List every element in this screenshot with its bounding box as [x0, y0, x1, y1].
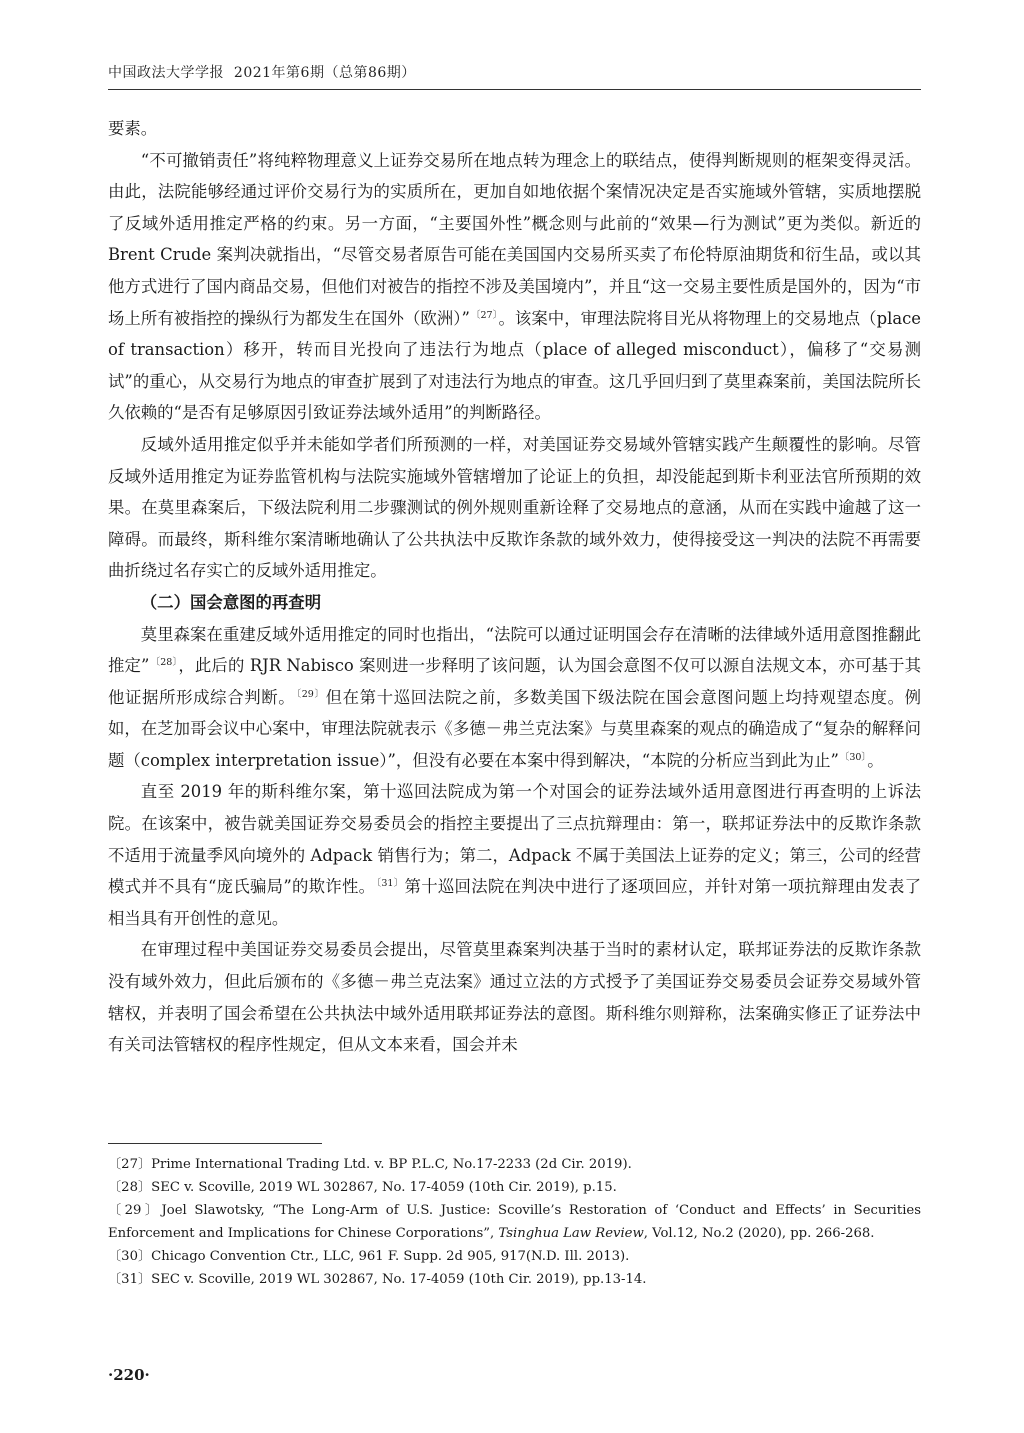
paragraph-text: “不可撤销责任”将纯粹物理意义上证券交易所在地点转为理念上的联结点，使得判断规则的框架变得灵活。由此，法院能够经通过评价交易行为的实质所在，更加自如地依据个案情况决定是否实施域外管辖，实质地摆脱了反域外适用推定严格的约束。另一方面，“主要国外性”概念则与此前的“效果—行为测试”更为类似。新近的 Brent Crude 案判决就指出，“尽管交易者原告可能在美国国内交易所买卖了布伦特原油期货和衍生品，或以其他方式进行了国内商品交易，但他们对被告的指控不涉及美国境内”，并且“这一交易主要性质是国外的，因为“市场上所有被指控的操纵行为都发生在国外（欧洲）” [108, 150, 921, 328]
footnote-ref-29[interactable]: 〔29〕 [296, 688, 325, 700]
header-rule [108, 89, 921, 90]
journal-name: 中国政法大学学报 [108, 65, 224, 81]
footnote-31: 〔31〕SEC v. Scoville, 2019 WL 302867, No. 17-4059 (10th Cir. 2019), pp.13-14. [108, 1272, 647, 1287]
footnote-rule [108, 1143, 322, 1144]
page-number: ·220· [108, 1366, 150, 1384]
paragraph [108, 619, 921, 777]
paragraph-text: 。该案中，审理法院将目光从将物理上的交易地点（place of transaction）移开，转而目光投向了违法行为地点（place of alleged misconduct），偏移了“交易测试”的重心，从交易行为地点的审查扩展到了对违法行为地点的审查。这几乎回归到了莫里森案前，美国法院所长久依赖的“是否有足够原因引致证券法域外适用”的判断路径。 [108, 308, 921, 423]
paragraph-text: 莫里森案在重建反域外适用推定的同时也指出，“法院可以通过证明国会存在清晰的法律域外适用意图推翻此推定” [108, 624, 921, 676]
journal-title: Tsinghua Law Review [498, 1226, 644, 1241]
paragraph-text: 。 [867, 750, 884, 770]
paragraph [108, 776, 921, 934]
footnote-28: 〔28〕SEC v. Scoville, 2019 WL 302867, No. 17-4059 (10th Cir. 2019), p.15. [108, 1180, 617, 1195]
paragraph-text: 第十巡回法院在判决中进行了逐项回应，并针对第一项抗辩理由发表了相当具有开创性的意见。 [108, 877, 922, 928]
footnote-text: 〔29〕Joel Slawotsky, “The Long-Arm of U.S. Justice: Scoville’s Restoration of ‘Conduct and Effects’ in Securities Enforcement and Implications for Chinese Corporations”, [108, 1203, 921, 1241]
paragraph [108, 145, 921, 429]
body-text [108, 113, 921, 1061]
running-header [108, 62, 416, 82]
footnote-ref-27[interactable]: 〔27〕 [470, 309, 498, 321]
footnote-ref-28[interactable]: 〔28〕 [150, 657, 178, 669]
footnote-ref-30[interactable]: 〔30〕 [839, 751, 867, 763]
footnote-30: 〔30〕Chicago Convention Ctr., LLC, 961 F. Supp. 2d 905, 917(N.D. Ill. 2013). [108, 1249, 630, 1264]
section-heading: （二）国会意图的再查明 [140, 592, 322, 612]
paragraph-text: ，此后的 RJR Nabisco 案则进一步释明了该问题，认为国会意图不仅可以源自法规文本，亦可基于其他证据所形成综合判断。 [108, 656, 921, 707]
issue-info: 2021年第6期（总第86期） [233, 65, 416, 81]
footnote-text: , Vol.12, No.2 (2020), pp. 266-268. [643, 1226, 875, 1241]
footnote-ref-31[interactable]: 〔31〕 [376, 878, 404, 890]
footnote-27: 〔27〕Prime International Trading Ltd. v. BP P.L.C, No.17-2233 (2d Cir. 2019). [108, 1157, 632, 1172]
footnote-29 [108, 1199, 921, 1245]
footnotes [108, 1153, 921, 1291]
paragraph: 在审理过程中美国证券交易委员会提出，尽管莫里森案判决基于当时的素材认定，联邦证券法的反欺诈条款没有域外效力，但此后颁布的《多德－弗兰克法案》通过立法的方式授予了美国证券交易委员会证券交易域外管辖权，并表明了国会希望在公共执法中域外适用联邦证券法的意图。斯科维尔则辩称，法案确实修正了证券法中有关司法管辖权的程序性规定，但从文本来看，国会并未 [108, 940, 921, 1055]
paragraph-text: 但在第十巡回法院之前，多数美国下级法院在国会意图问题上均持观望态度。例如，在芝加哥会议中心案中，审理法院就表示《多德－弗兰克法案》与莫里森案的观点的确造成了“复杂的解释问题（complex interpretation issue）”，但没有必要在本案中得到解决，“本院的分析应当到此为止” [108, 687, 922, 770]
paragraph-text: 直至 2019 年的斯科维尔案，第十巡回法院成为第一个对国会的证券法域外适用意图进行再查明的上诉法院。在该案中，被告就美国证券交易委员会的指控主要提出了三点抗辩理由：第一，联邦证券法中的反欺诈条款不适用于流量季风向境外的 Adpack 销售行为；第二，Adpack 不属于美国法上证券的定义；第三，公司的经营模式并不具有“庞氏骗局”的欺诈性。 [108, 782, 921, 897]
paragraph: 要素。 [108, 119, 158, 138]
paragraph: 反域外适用推定似乎并未能如学者们所预测的一样，对美国证券交易域外管辖实践产生颠覆性的影响。尽管反域外适用推定为证券监管机构与法院实施域外管辖增加了论证上的负担，却没能起到斯卡利亚法官所预期的效果。在莫里森案后，下级法院利用二步骤测试的例外规则重新诠释了交易地点的意涵，从而在实践中逾越了这一障碍。而最终，斯科维尔案清晰地确认了公共执法中反欺诈条款的域外效力，使得接受这一判决的法院不再需要曲折绕过名存实亡的反域外适用推定。 [108, 434, 921, 581]
